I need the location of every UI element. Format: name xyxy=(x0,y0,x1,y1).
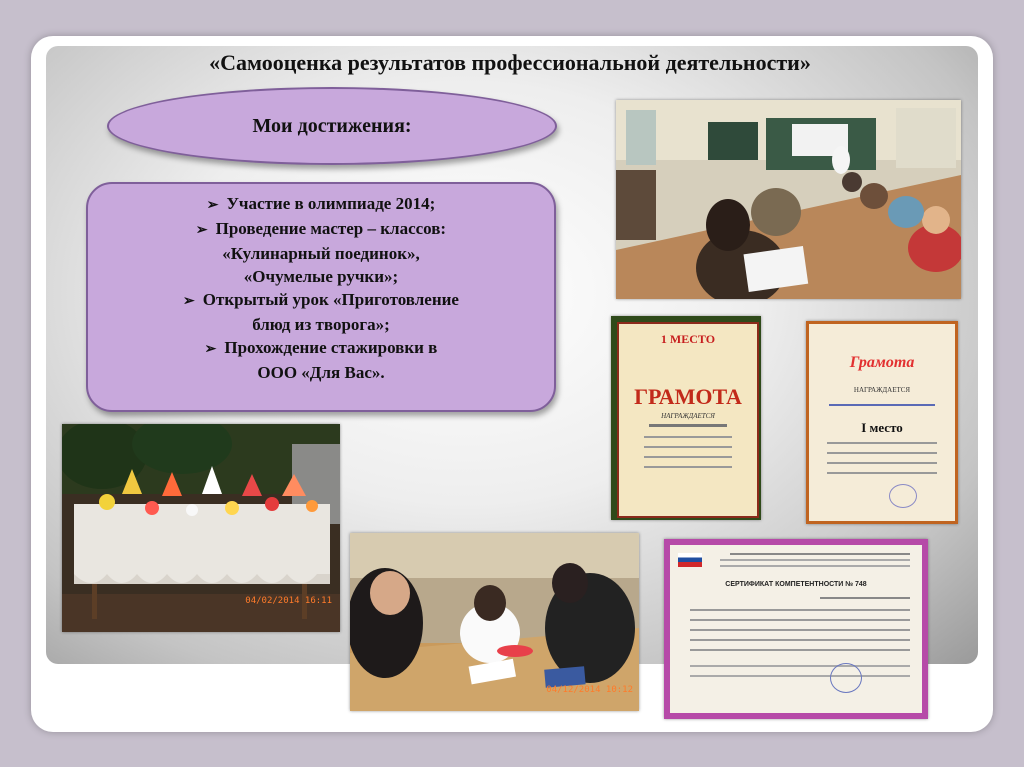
gramota-place: 1 МЕСТО xyxy=(660,332,716,346)
gramota-first-place xyxy=(611,316,761,520)
achievements-list-box xyxy=(86,182,556,412)
gramota-title: ГРАМОТА xyxy=(634,384,742,409)
arrow-bullet-icon: ➢ xyxy=(204,342,217,357)
gramota2-place: I место xyxy=(861,420,903,435)
gramota-second xyxy=(806,321,958,524)
gramota-inner xyxy=(617,322,759,518)
list-item: ➢ Открытый урок «Приготовление блюд из творога»; xyxy=(183,290,459,334)
competence-certificate xyxy=(664,539,928,719)
gramota2-title: Грамота xyxy=(849,354,915,371)
arrow-bullet-icon: ➢ xyxy=(206,198,219,213)
slide-title: «Самооценка результатов профессиональной деятельности» xyxy=(209,50,811,75)
list-item: ➢ Участие в олимпиаде 2014; xyxy=(206,194,436,213)
olympiad-classroom-photo xyxy=(616,100,961,299)
achievements-list xyxy=(88,192,554,384)
achievements-oval xyxy=(107,87,557,165)
stamp-icon xyxy=(830,663,862,693)
arrow-bullet-icon: ➢ xyxy=(183,294,195,309)
photo-timestamp: 04/12/2014 10:12 xyxy=(546,685,633,695)
certificate-title: СЕРТИФИКАТ КОМПЕТЕНТНОСТИ № 748 xyxy=(725,581,867,588)
flag-icon xyxy=(678,553,702,567)
gramota-subtitle: НАГРАЖДАЕТСЯ xyxy=(661,412,715,420)
gramota2-subtitle: НАГРАЖДАЕТСЯ xyxy=(853,386,911,394)
photo-timestamp: 04/02/2014 16:11 xyxy=(245,596,332,606)
list-item: ➢ Прохождение стажировки в ООО «Для Вас». xyxy=(204,338,438,382)
list-item: ➢ Проведение мастер – классов: «Кулинарный поединок», «Очумелые ручки»; xyxy=(195,219,447,286)
arrow-bullet-icon: ➢ xyxy=(195,223,208,238)
crafts-table-photo xyxy=(62,424,340,632)
achievements-heading: Мои достижения: xyxy=(252,114,412,137)
workshop-photo xyxy=(350,533,639,711)
